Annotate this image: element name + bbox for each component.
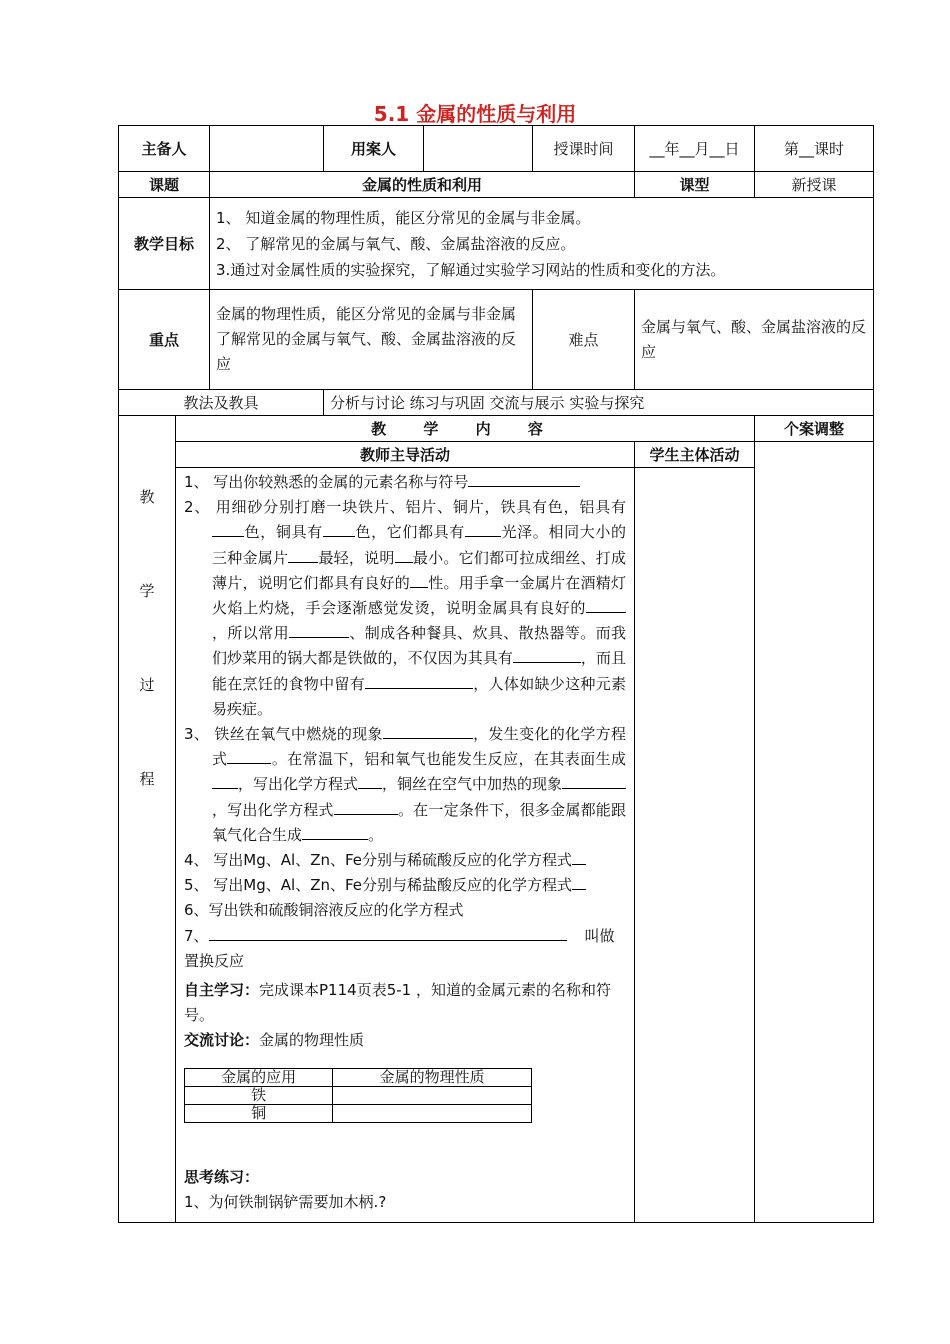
self-study: 自主学习：完成课本P114页表5-1 ，知道的金属元素的名称和符号。 — [184, 981, 611, 1025]
question-6: 6、写出铁和硫酸铜溶液反应的化学方程式 — [184, 901, 464, 920]
goals-label: 教学目标 — [119, 198, 210, 290]
metal-properties-table — [184, 1068, 532, 1123]
goal-item: 2、 了解常见的金属与氧气、酸、金属盐溶液的反应。 — [216, 234, 576, 253]
type-label: 课型 — [635, 172, 755, 198]
goal-item: 1、 知道金属的物理性质，能区分常见的金属与非金属。 — [216, 208, 591, 227]
time-label: 授课时间 — [533, 126, 635, 172]
preparer-value — [210, 126, 324, 172]
page-title: 5.1 金属的性质与利用 — [373, 102, 577, 126]
adjust-column — [755, 442, 874, 1223]
thinking-label: 思考练习： — [184, 1167, 260, 1186]
user-value — [424, 126, 533, 172]
goals-list — [210, 198, 874, 290]
methods-value: 分析与讨论 练习与巩固 交流与展示 实验与探究 — [324, 390, 874, 416]
table-row: 铜 — [185, 1104, 532, 1122]
type-value: 新授课 — [755, 172, 874, 198]
difficulty-text: 金属与氧气、酸、金属盐溶液的反应 — [635, 290, 874, 390]
user-label: 用案人 — [324, 126, 424, 172]
table-row: 铁 — [185, 1086, 532, 1104]
adjust-header: 个案调整 — [755, 416, 874, 442]
discussion: 交流讨论：金属的物理性质 — [184, 1031, 365, 1050]
thinking-question-1: 1、为何铁制锅铲需要加木柄.? — [184, 1192, 387, 1211]
preparer-label: 主备人 — [119, 126, 210, 172]
lesson-plan-table — [118, 125, 874, 1223]
table-header: 金属的应用 — [185, 1068, 333, 1086]
key-label: 重点 — [119, 290, 210, 390]
period-field: 第__课时 — [755, 126, 874, 172]
student-header: 学生主体活动 — [635, 442, 755, 468]
difficulty-label: 难点 — [533, 290, 635, 390]
goal-item: 3.通过对金属性质的实验探究，了解通过实验学习网站的性质和变化的方法。 — [216, 260, 726, 279]
methods-label: 教法及教具 — [119, 390, 324, 416]
date-field: __年__月__日 — [635, 126, 755, 172]
content-header: 教 学 内 容 — [176, 416, 755, 442]
question-7: 7、 叫做置换反应 — [184, 924, 626, 974]
question-4: 4、 写出Mg、Al、Zn、Fe分别与稀硫酸反应的化学方程式 — [184, 848, 626, 873]
teacher-header: 教师主导活动 — [176, 442, 635, 468]
question-2: 2、 用细砂分别打磨一块铁片、铝片、铜片，铁具有色，铝具有色，铜具有 色，它们都具有 光泽。相同大小的三种金属片 最轻，说明 最小。它们都可拉成细丝、打成薄片，说明它们都具有良好的 性。用手拿一金属片在酒精灯火焰上灼烧，手会逐渐感觉发烫，说明金属具有良好的，所以常用 、制成各种餐具、炊具、散热器等。而我们炒菜用的锅大都是铁做的，不仅因为其具有 ，而且能在烹饪的食物中留有 ，人体如缺少这种元素易疾症。 — [184, 498, 627, 718]
key-text: 金属的物理性质，能区分常见的金属与非金属 了解常见的金属与氧气、酸、金属盐溶液的反应 — [210, 290, 533, 390]
table-header: 金属的物理性质 — [333, 1068, 532, 1086]
process-vertical-label: 教 学 过 程 — [119, 416, 176, 1223]
topic-label: 课题 — [119, 172, 210, 198]
question-3: 3、 铁丝在氧气中燃烧的现象 ，发生变化的化学方程式 。在常温下，铝和氧气也能发生反应，在其表面生成，写出化学方程式 ，铜丝在空气中加热的现象，写出化学方程式 。在一定条件下，很多金属都能跟氧气化合生成 。 — [184, 722, 626, 848]
topic-value: 金属的性质和利用 — [210, 172, 635, 198]
student-activity-column — [635, 468, 755, 1223]
question-1: 1、 写出你较熟悉的金属的元素名称与符号 — [184, 470, 626, 495]
question-5: 5、 写出Mg、Al、Zn、Fe分别与稀盐酸反应的化学方程式 — [184, 873, 626, 898]
teacher-content — [176, 468, 635, 1223]
